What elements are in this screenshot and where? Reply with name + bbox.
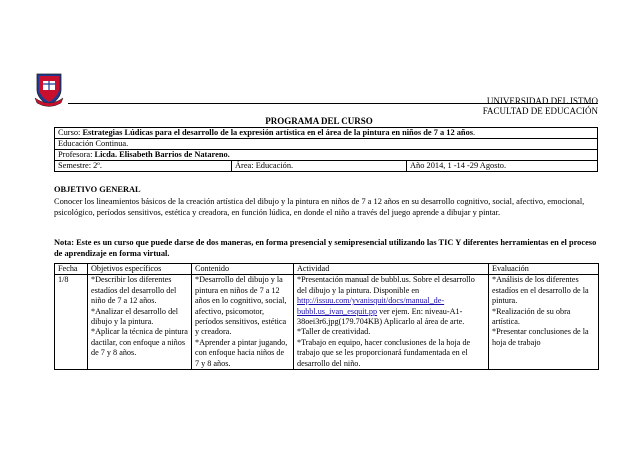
program-title: PROGRAMA DEL CURSO [265,116,373,126]
general-objective [54,184,602,219]
course-row: Curso: Estrategias Lúdicas para el desarrollo de la expresión artística en el área de la pintura en niños de 7 a 12 años. [55,128,598,139]
evaluation-item: *Presentar conclusiones de la hoja de trabajo [492,327,589,347]
cell-evaluacion [489,275,599,370]
activity-taller: *Taller de creatividad. [297,327,371,337]
header-evaluacion: Evaluación [489,264,599,275]
manual-link[interactable]: http://issuu.com/yvanisquit/docs/manual_de-bubbl.us_ivan_esquit.pp [297,296,445,316]
teacher-row: Profesora: Licda. Elisabeth Barrios de Natareno. [55,150,598,161]
evaluation-item: *Análisis de los diferentes estadíos en el desarrollo de la pintura. [492,275,589,306]
area-cell: Área: Educación. [232,161,407,172]
plan-table [54,263,599,370]
header-fecha: Fecha [55,264,88,275]
content-item: *Aprender a pintar jugando, con enfoque hacia niños de 7 y 8 años. [195,337,288,368]
activity-intro: *Presentación manual de bubbl.us. Sobre el desarrollo del dibujo y la pintura. Disponible en [297,275,475,295]
objective-title: OBJETIVO GENERAL [54,185,141,194]
course-name: Estrategias Lúdicas para el desarrollo de la expresión artística en el área de la pintura en niños de 7 a 12 años [82,128,474,137]
activity-trabajo: *Trabajo en equipo, hacer conclusiones de la hoja de trabajo que se les proporcionará fundamentada en el desarrollo del niño. [297,337,471,368]
education-row: Educación Continua. [55,139,598,150]
table-row [55,275,599,370]
teacher-name: Licda. Elisabeth Barrios de Natareno. [94,150,230,159]
cell-objetivos [88,275,192,370]
objective-item: *Aplicar la técnica de pintura dactilar, con enfoque a niños de 7 y 8 años. [91,327,188,358]
evaluation-item: *Realización de su obra artística. [492,306,571,327]
header-objetivos: Objetivos específicos [88,264,192,275]
content-item: *Desarrollo del dibujo y la pintura en niños de 7 a 12 años en lo cognitivo, social, afectivo, psicomotor, períodos sensitivos, estética y creadora. [195,275,287,337]
cell-contenido [192,275,294,370]
year-cell: Año 2014, 1 -14 -29 Agosto. [407,161,598,172]
university-name: UNIVERSIDAD DEL ISTMO [486,96,598,106]
objective-item: *Describir los diferentes estadíos del desarrollo del niño de 7 a 12 años. [91,275,177,306]
activity-after-link: ver ejem. En: niveau-A1-38oei3r6.jpg(179.704KB) Aplicarlo al área de arte. [297,306,465,327]
header-contenido: Contenido [192,264,294,275]
plan-header-row [55,264,599,275]
course-info-table [54,127,598,172]
course-note: Nota: Este es un curso que puede darse de dos maneras, en forma presencial y semipresencial utilizando las TIC Y diferentes herramientas en el proceso de aprendizaje en forma virtual. [54,238,597,259]
faculty-name: FACULTAD DE EDUCACIÓN [482,106,598,116]
university-crest-logo [34,72,64,108]
cell-actividad [294,275,489,370]
header-actividad: Actividad [294,264,489,275]
objective-item: *Analizar el desarrollo del dibujo y la pintura. [91,306,179,327]
objective-text: Conocer los lineamientos básicos de la creación artística del dibujo y la pintura en niños de 7 a 12 años en su desarrollo cognitivo, social, afectivo, emocional, psicológico, períodos sensitivos, estética y creadora, en función lúdica, en donde el niño a través del juego aprende a dibujar y pintar. [54,196,585,218]
cell-fecha: 1/8 [55,275,88,370]
semester-cell: Semestre: 2º. [55,161,232,172]
